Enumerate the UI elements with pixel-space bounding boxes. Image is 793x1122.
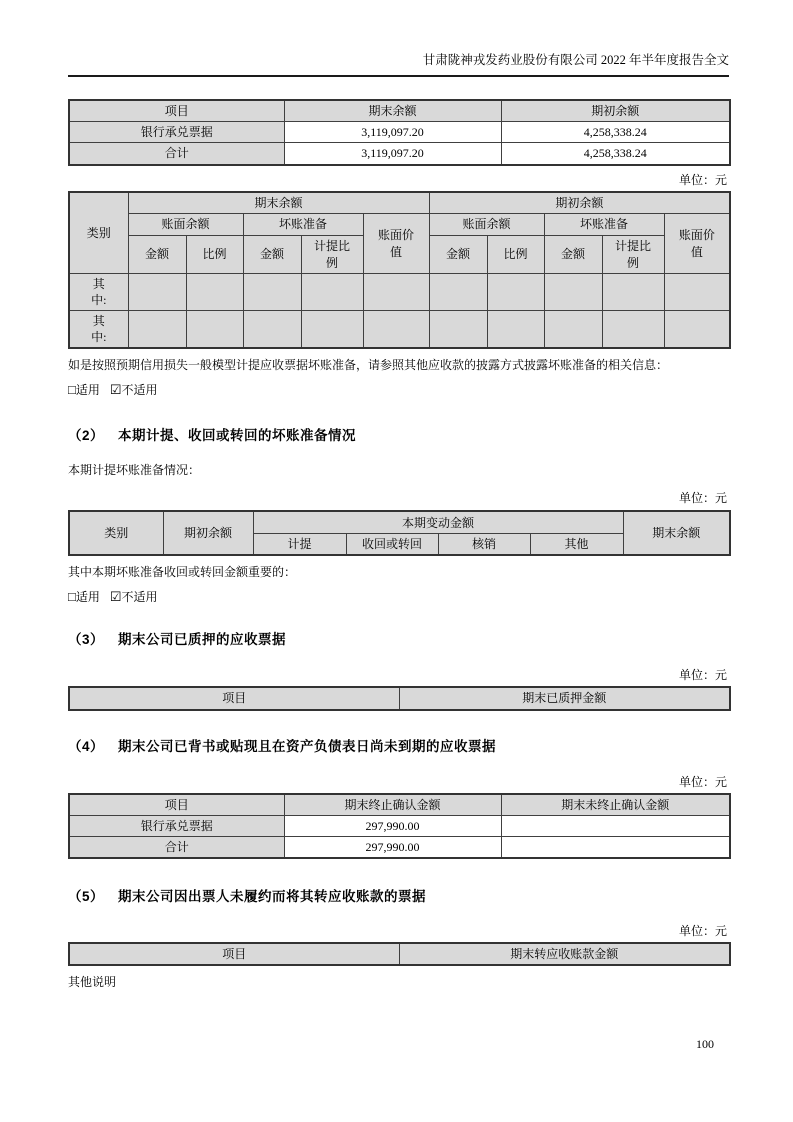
subheader-book-balance-beginning: 账面余额 [429,213,544,235]
section-title: 期末公司已背书或贴现且在资产负债表日尚未到期的应收票据 [118,738,497,754]
report-title: 甘肃陇神戎发药业股份有限公司 2022 年半年度报告全文 [422,53,729,67]
unit-label: 单位：元 [678,668,727,683]
empty-cell [301,311,363,349]
section-heading-2 [68,424,729,444]
transferred-to-receivables-table [68,942,731,966]
empty-cell [301,274,363,311]
not-derecognized-value [501,815,730,836]
table-header-row [69,794,730,816]
table-header-row [69,943,730,965]
col-header-item: 项目 [69,100,284,122]
group-header-ending: 期末余额 [128,192,429,214]
unit-label: 单位：元 [678,172,727,187]
col-header-transferred-amount: 期末转应收账款金额 [399,943,730,965]
empty-cell [363,274,429,311]
category-label: 其中: [69,274,128,311]
empty-cell [363,311,429,349]
table-row [69,815,730,836]
not-derecognized-total [501,836,730,858]
group-header-beginning: 期初余额 [429,192,730,214]
empty-cell [544,274,602,311]
table-row [69,274,730,311]
beginning-balance-value: 4,258,338.24 [501,122,730,143]
applicability-checkboxes [68,381,729,398]
col-header-pledged-amount: 期末已质押金额 [399,687,730,709]
table-row [69,122,730,143]
subheader-carrying-value-beginning: 账面价值 [664,213,730,274]
empty-cell [602,311,664,349]
table-row [69,311,730,349]
applicable-label: 适用 [75,590,100,605]
empty-cell [664,311,730,349]
empty-cell [429,311,487,349]
group-header-row [69,511,730,533]
subgroup-header-row [69,213,730,235]
not-applicable-label: 不适用 [121,383,158,398]
empty-cell [664,274,730,311]
empty-cell [243,311,301,349]
table-header-row [69,687,730,709]
section-number: （3） [68,632,105,648]
empty-cell [128,274,186,311]
empty-cell [429,274,487,311]
checkbox-checked-icon: ☑ [109,382,122,398]
page-number: 100 [696,1037,714,1051]
table-row-total [69,143,730,165]
section-heading-5 [68,885,729,905]
section-heading-4 [68,735,729,755]
col-header-ratio: 比例 [186,235,243,274]
not-applicable-label: 不适用 [121,590,158,605]
derecognized-total: 297,990.00 [284,836,501,858]
group-header-period-change: 本期变动金额 [253,511,623,533]
empty-cell [602,274,664,311]
col-header-ratio: 比例 [487,235,544,274]
col-header-other: 其他 [530,533,623,555]
col-header-provision: 计提 [253,533,346,555]
derecognized-value: 297,990.00 [284,815,501,836]
col-header-item: 项目 [69,687,399,709]
section-heading-3 [68,628,729,648]
unit-label: 单位：元 [678,491,727,506]
col-header-amount: 金额 [243,235,301,274]
subheader-book-balance-ending: 账面余额 [128,213,243,235]
col-header-ending-balance: 期末余额 [284,100,501,122]
empty-cell [186,311,243,349]
col-header-ending-balance: 期末余额 [623,511,730,555]
subheader-carrying-value-ending: 账面价值 [363,213,429,274]
col-header-not-derecognized: 期末未终止确认金额 [501,794,730,816]
provision-change-table [68,510,731,556]
pledged-bills-table [68,686,731,710]
endorsed-discounted-bills-table [68,793,731,860]
col-header-recover: 收回或转回 [346,533,438,555]
checkbox-unchecked-icon: □ [68,589,76,605]
subheader-bad-debt-ending: 坏账准备 [243,213,363,235]
section-number: （5） [68,889,105,905]
applicable-label: 适用 [75,383,100,398]
empty-cell [243,274,301,311]
other-notes-label: 其他说明 [68,975,117,990]
ending-balance-value: 3,119,097.20 [284,122,501,143]
ending-balance-total: 3,119,097.20 [284,143,501,165]
col-header-item: 项目 [69,794,284,816]
section-title: 期末公司因出票人未履约而将其转应收账款的票据 [118,889,427,905]
col-header-derecognized: 期末终止确认金额 [284,794,501,816]
col-header-amount: 金额 [429,235,487,274]
row-total-label: 合计 [69,143,284,165]
expected-credit-loss-note: 如是按照预期信用损失一般模型计提应收票据坏账准备，请参照其他应收款的披露方式披露坏账准备的相关信息： [68,358,669,373]
col-header-amount: 金额 [544,235,602,274]
bad-debt-provision-table [68,191,731,350]
row-item-label: 银行承兑票据 [69,815,284,836]
page-content [68,0,729,990]
category-label: 其中: [69,311,128,349]
beginning-balance-total: 4,258,338.24 [501,143,730,165]
table-row-total [69,836,730,858]
section-title: 本期计提、收回或转回的坏账准备情况 [118,428,357,444]
provision-status-note: 本期计提坏账准备情况： [68,463,201,478]
empty-cell [128,311,186,349]
applicability-checkboxes [68,588,729,605]
col-header-category: 类别 [69,192,128,274]
recover-significance-note: 其中本期坏账准备收回或转回金额重要的： [68,565,297,580]
col-header-provision-ratio: 计提比例 [301,235,363,274]
empty-cell [487,274,544,311]
col-header-provision-ratio: 计提比例 [602,235,664,274]
col-header-category: 类别 [69,511,163,555]
group-header-row [69,192,730,214]
row-total-label: 合计 [69,836,284,858]
checkbox-unchecked-icon: □ [68,382,76,398]
empty-cell [544,311,602,349]
bills-balance-table [68,99,731,166]
col-header-beginning-balance: 期初余额 [501,100,730,122]
table-header-row [69,100,730,122]
unit-label: 单位：元 [678,774,727,789]
col-header-writeoff: 核销 [438,533,530,555]
document-header [68,0,729,77]
col-header-item: 项目 [69,943,399,965]
col-header-beginning-balance: 期初余额 [163,511,253,555]
section-title: 期末公司已质押的应收票据 [118,632,287,648]
subheader-bad-debt-beginning: 坏账准备 [544,213,664,235]
col-header-amount: 金额 [128,235,186,274]
unit-label: 单位：元 [678,924,727,939]
checkbox-checked-icon: ☑ [109,589,122,605]
empty-cell [186,274,243,311]
section-number: （2） [68,428,105,444]
empty-cell [487,311,544,349]
section-number: （4） [68,738,105,754]
row-item-label: 银行承兑票据 [69,122,284,143]
